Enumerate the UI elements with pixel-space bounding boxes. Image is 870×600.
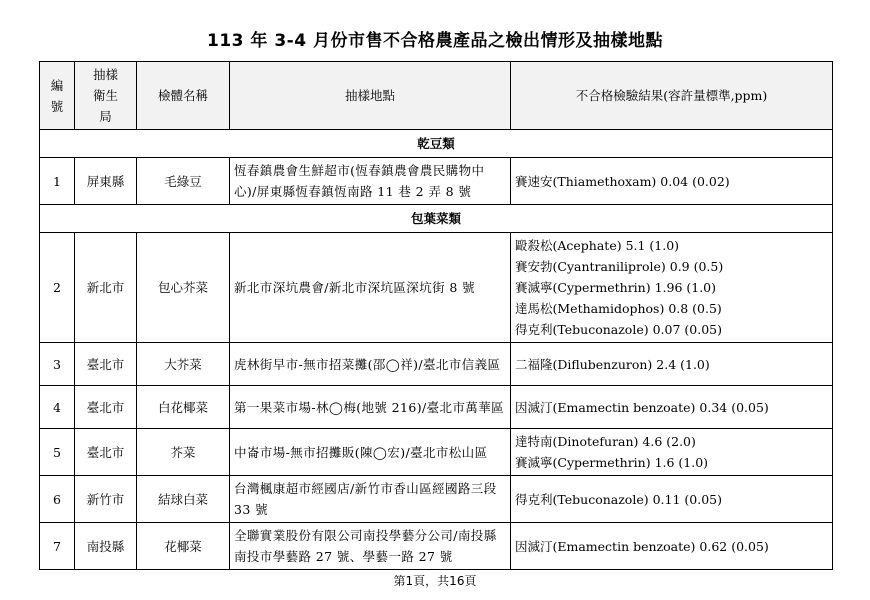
category-label: 包葉菜類	[40, 205, 833, 233]
result-line: 二福隆(Diflubenzuron) 2.4 (1.0)	[515, 356, 710, 372]
cell-sample-name: 毛綠豆	[137, 158, 230, 205]
cell-county: 南投縣	[75, 523, 137, 570]
cell-location: 中崙市場-無市招攤販(陳◯宏)/臺北市松山區	[230, 429, 511, 476]
table-row	[40, 476, 833, 523]
table-row	[40, 523, 833, 570]
result-line: 賽滅寧(Cypermethrin) 1.6 (1.0)	[515, 455, 709, 470]
cell-location: 第一果菜市場-林◯梅(地號 216)/臺北市萬華區	[230, 386, 511, 429]
header-name: 檢體名稱	[137, 62, 230, 130]
header-location: 抽樣地點	[230, 62, 511, 130]
result-line: 達特南(Dinotefuran) 4.6 (2.0)	[515, 434, 696, 449]
cell-county: 新北市	[75, 233, 137, 343]
category-row	[40, 205, 833, 233]
result-line: 賽速安(Thiamethoxam) 0.04 (0.02)	[515, 173, 730, 189]
result-line: 毆殺松(Acephate) 5.1 (1.0)	[515, 238, 680, 253]
cell-result	[511, 343, 833, 386]
cell-county: 新竹市	[75, 476, 137, 523]
cell-no: 4	[40, 386, 75, 429]
cell-location: 虎林街早市-無市招菜攤(邵◯祥)/臺北市信義區	[230, 343, 511, 386]
result-line: 賽滅寧(Cypermethrin) 1.96 (1.0)	[515, 280, 717, 295]
table-row	[40, 158, 833, 205]
cell-result	[511, 158, 833, 205]
cell-county: 臺北市	[75, 343, 137, 386]
cell-sample-name: 芥菜	[137, 429, 230, 476]
cell-no: 6	[40, 476, 75, 523]
table-header-row	[40, 62, 833, 130]
cell-county: 屏東縣	[75, 158, 137, 205]
table-row	[40, 343, 833, 386]
category-label: 乾豆類	[40, 130, 833, 158]
result-line: 得克利(Tebuconazole) 0.07 (0.05)	[515, 322, 722, 337]
cell-sample-name: 包心芥菜	[137, 233, 230, 343]
cell-no: 3	[40, 343, 75, 386]
table-row	[40, 386, 833, 429]
cell-result	[511, 523, 833, 570]
result-line: 得克利(Tebuconazole) 0.11 (0.05)	[515, 491, 722, 507]
cell-sample-name: 白花椰菜	[137, 386, 230, 429]
result-line: 因滅汀(Emamectin benzoate) 0.62 (0.05)	[515, 538, 769, 554]
cell-no: 1	[40, 158, 75, 205]
cell-sample-name: 花椰菜	[137, 523, 230, 570]
cell-county: 臺北市	[75, 386, 137, 429]
cell-sample-name: 大芥菜	[137, 343, 230, 386]
cell-county: 臺北市	[75, 429, 137, 476]
header-result: 不合格檢驗結果(容許量標準,ppm)	[511, 62, 833, 130]
table-row	[40, 429, 833, 476]
inspection-table	[39, 61, 833, 570]
cell-no: 5	[40, 429, 75, 476]
cell-sample-name: 結球白菜	[137, 476, 230, 523]
cell-location: 台灣楓康超市經國店/新竹市香山區經國路三段 33 號	[230, 476, 511, 523]
cell-result	[511, 233, 833, 343]
table-body	[40, 130, 833, 570]
cell-location: 全聯實業股份有限公司南投學藝分公司/南投縣南投市學藝路 27 號、學藝一路 27 號	[230, 523, 511, 570]
cell-no: 7	[40, 523, 75, 570]
result-line: 達馬松(Methamidophos) 0.8 (0.5)	[515, 301, 722, 316]
cell-location: 恆春鎮農會生鮮超市(恆春鎮農會農民購物中心)/屏東縣恆春鎮恆南路 11 巷 2 弄 8 號	[230, 158, 511, 205]
document-title: 113 年 3-4 月份市售不合格農產品之檢出情形及抽樣地點	[207, 31, 663, 51]
cell-result	[511, 429, 833, 476]
cell-no: 2	[40, 233, 75, 343]
category-row	[40, 130, 833, 158]
cell-result	[511, 386, 833, 429]
result-line: 因滅汀(Emamectin benzoate) 0.34 (0.05)	[515, 399, 769, 415]
table-row	[40, 233, 833, 343]
cell-location: 新北市深坑農會/新北市深坑區深坑街 8 號	[230, 233, 511, 343]
result-line: 賽安勃(Cyantraniliprole) 0.9 (0.5)	[515, 259, 724, 274]
header-no: 編號	[40, 62, 75, 130]
header-county: 抽樣衛生局	[75, 62, 137, 130]
cell-result	[511, 476, 833, 523]
page-footer: 第1頁，共16頁	[393, 574, 477, 588]
